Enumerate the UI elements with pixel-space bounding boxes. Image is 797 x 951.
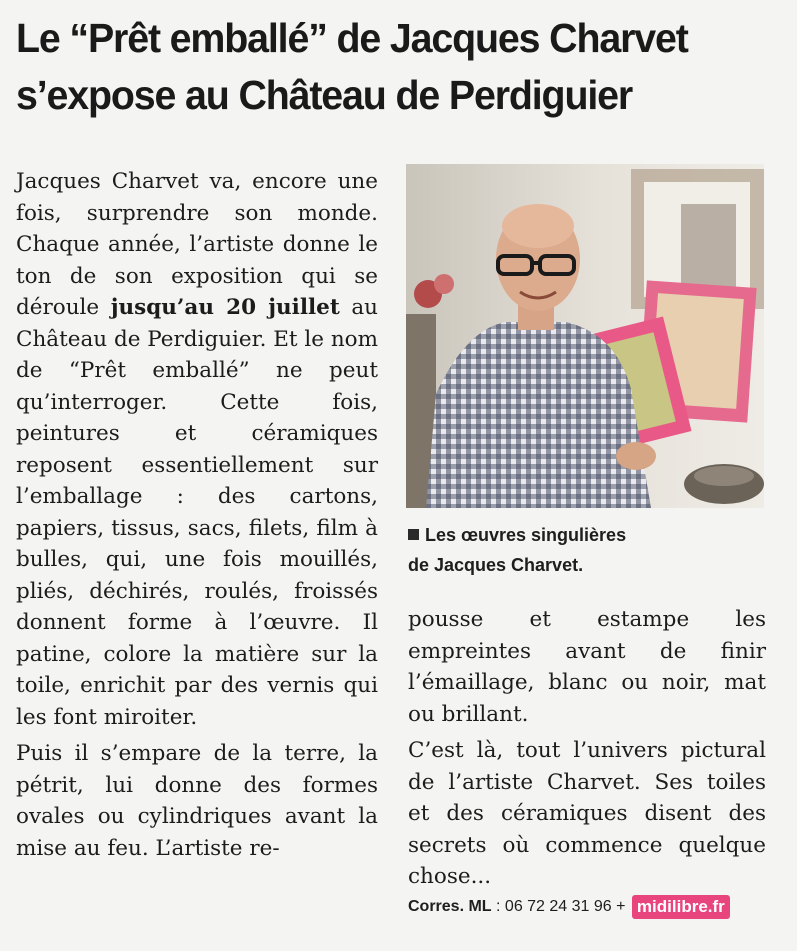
article-date-emphasis: jusqu’au 20 juillet	[110, 295, 340, 320]
article-column-right	[408, 604, 766, 893]
article-paragraph	[16, 166, 378, 733]
article-text: au Château de Perdiguier. Et le nom de “Prêt emballé” ne peut qu’interroger. Cette fois, peintures et céramiques reposent essentiellement sur l’emballage : des cartons, papiers, tissus, sacs, filets, film à bulles, qui, une fois mouillés, pliés, déchirés, roulés, froissés donnent forme à l’œuvre. Il patine, colore la matière sur la toile, enrichit par des vernis qui les font miroiter.	[16, 295, 379, 730]
photo-caption	[408, 520, 768, 580]
caption-square-icon	[408, 529, 419, 540]
caption-line-1: Les œuvres singulières	[425, 525, 627, 545]
article-column-left	[16, 166, 378, 864]
article-photo	[406, 164, 764, 508]
caption-line-2: de Jacques Charvet.	[408, 555, 584, 575]
article-paragraph: C’est là, tout l’univers pictural de l’artiste Charvet. Ses toiles et des céramiques disent des secrets où commence quelque chose...	[408, 738, 766, 889]
article-text: Jacques Charvet va, encore une fois, surprendre son monde. Chaque année, l’artiste donne le ton de son exposition qui se déroule	[16, 169, 378, 320]
article-headline	[16, 10, 755, 124]
correspondent-credit	[408, 892, 730, 922]
headline-line-2: s’expose au Château de Perdiguier	[16, 72, 633, 118]
article-paragraph: Puis il s’empare de la terre, la pétrit, lui donne des formes ovales ou cylindriques avant la mise au feu. L’artiste re-	[16, 741, 378, 861]
credit-label: Corres. ML	[408, 898, 492, 915]
headline-line-1: Le “Prêt emballé” de Jacques Charvet	[16, 15, 688, 61]
article-paragraph: pousse et estampe les empreintes avant de finir l’émaillage, blanc ou noir, mat ou brillant.	[408, 607, 766, 727]
credit-phone: : 06 72 24 31 96 +	[491, 898, 630, 915]
midilibre-brand-badge: midilibre.fr	[632, 895, 730, 919]
photo-artist-with-paintings-icon	[406, 164, 764, 508]
